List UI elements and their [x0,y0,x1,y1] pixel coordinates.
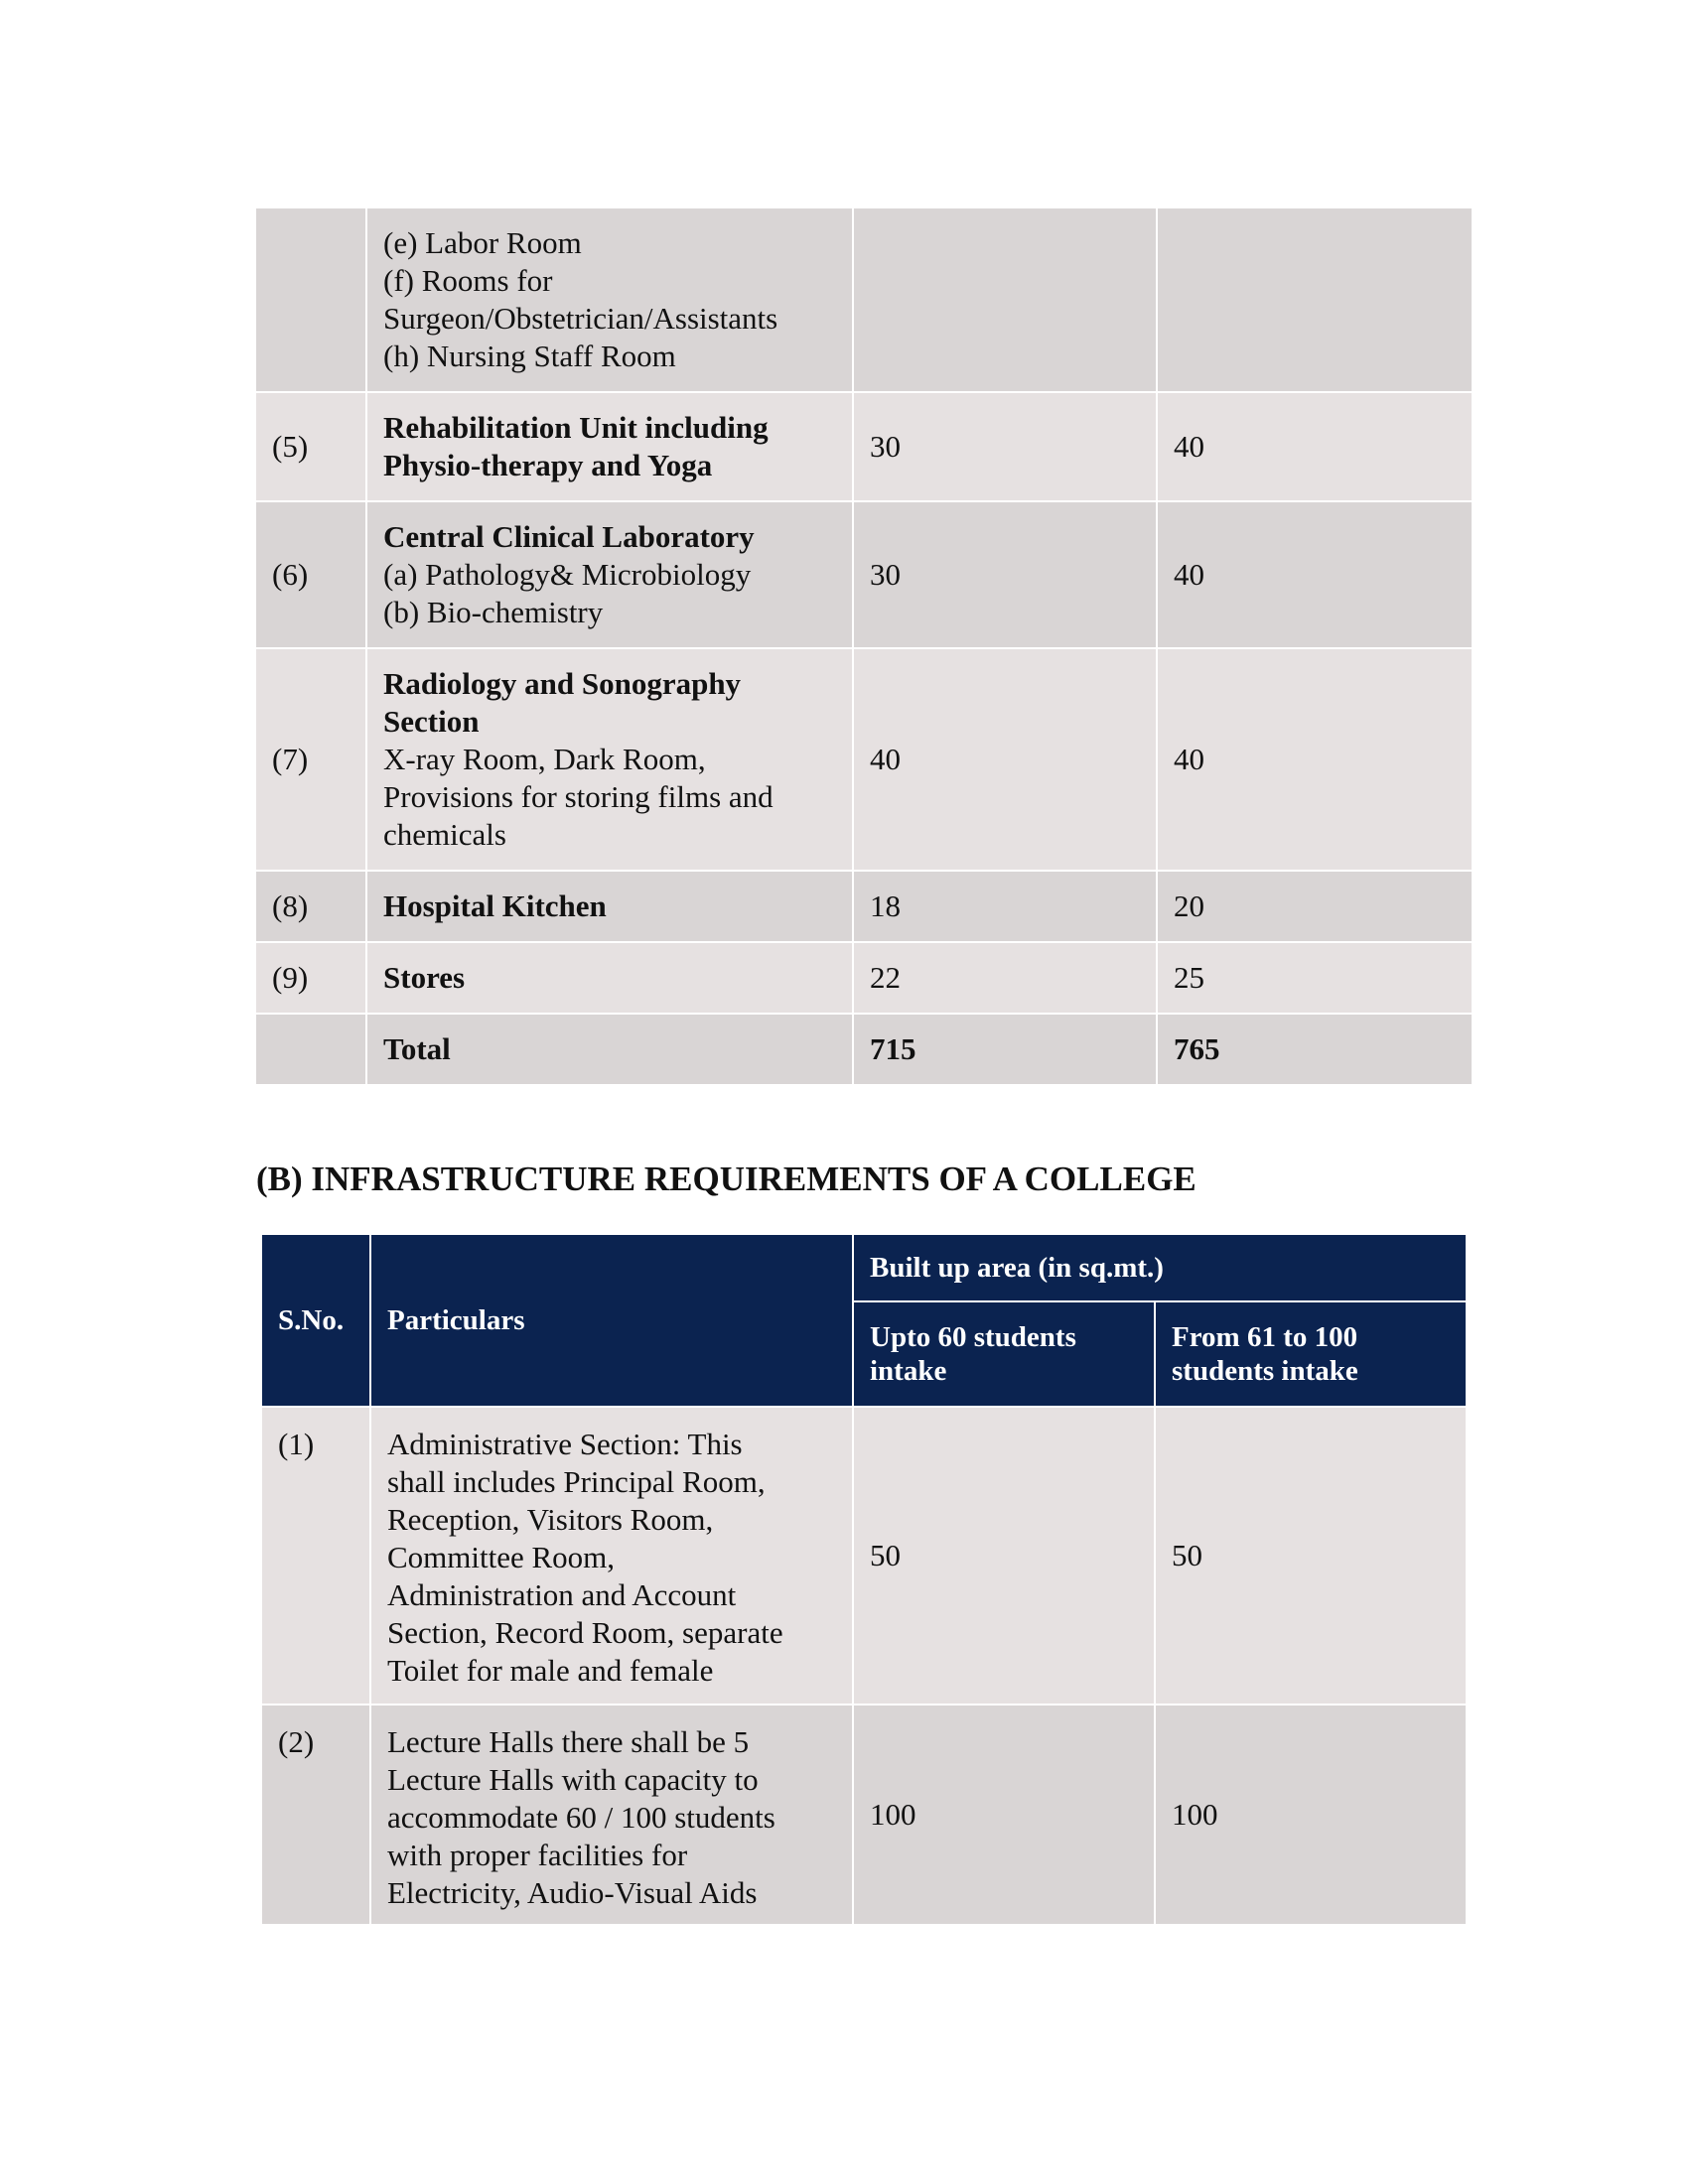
area-61-100-cell: 40 [1157,392,1473,501]
total-label: Total [366,1014,853,1085]
area-61-100-cell: 100 [1155,1705,1467,1925]
header-particulars: Particulars [370,1234,853,1407]
area-61-100-cell: 20 [1157,871,1473,942]
particulars-cell: Lecture Halls there shall be 5 Lecture Halls with capacity to accommodate 60 / 100 students with proper facilities for Electricity, Audio-Visual Aids [370,1705,853,1925]
particulars-cell: Hospital Kitchen [366,871,853,942]
table-row [255,942,1473,1014]
table-row [255,871,1473,942]
area-61-100-cell: 50 [1155,1407,1467,1705]
particulars-cell: Stores [366,942,853,1014]
particulars-cell: Central Clinical Laboratory (a) Pathology& Microbiology (b) Bio-chemistry [366,501,853,648]
particulars-cell: Rehabilitation Unit including Physio-therapy and Yoga [366,392,853,501]
header-upto-60: Upto 60 students intake [853,1301,1155,1407]
table-row [255,207,1473,392]
particulars-cell: Administrative Section: This shall includes Principal Room, Reception, Visitors Room, Committee Room, Administration and Account Section, Record Room, separate Toilet for male and female [370,1407,853,1705]
area-61-100-cell: 40 [1157,501,1473,648]
area-61-100-cell [1157,207,1473,392]
area-upto-60-cell: 100 [853,1705,1155,1925]
area-upto-60-cell [853,207,1157,392]
table-row [255,648,1473,871]
total-upto-60: 715 [853,1014,1157,1085]
area-61-100-cell: 40 [1157,648,1473,871]
header-61-100: From 61 to 100 students intake [1155,1301,1467,1407]
area-61-100-cell: 25 [1157,942,1473,1014]
sno-cell: (2) [261,1705,370,1925]
area-upto-60-cell: 30 [853,392,1157,501]
area-upto-60-cell: 30 [853,501,1157,648]
table-row [255,392,1473,501]
area-upto-60-cell: 22 [853,942,1157,1014]
sno-cell: (6) [255,501,366,648]
table-row [261,1705,1467,1925]
sno-cell: (9) [255,942,366,1014]
sno-cell: (1) [261,1407,370,1705]
section-heading: (B) INFRASTRUCTURE REQUIREMENTS OF A COLLEGE [256,1160,1196,1198]
table-row [255,501,1473,648]
particulars-cell: Radiology and Sonography Section X-ray Room, Dark Room, Provisions for storing films and chemicals [366,648,853,871]
total-row [255,1014,1473,1085]
sno-cell: (7) [255,648,366,871]
college-infrastructure-table [260,1233,1468,1926]
sno-cell: (5) [255,392,366,501]
header-built-up-area: Built up area (in sq.mt.) [853,1234,1467,1301]
area-upto-60-cell: 50 [853,1407,1155,1705]
table-row [261,1407,1467,1705]
sno-cell [255,1014,366,1085]
sno-cell: (8) [255,871,366,942]
sno-cell [255,207,366,392]
total-61-100: 765 [1157,1014,1473,1085]
area-upto-60-cell: 40 [853,648,1157,871]
hospital-area-table [254,206,1474,1086]
area-upto-60-cell: 18 [853,871,1157,942]
particulars-cell: (e) Labor Room (f) Rooms for Surgeon/Obstetrician/Assistants (h) Nursing Staff Room [366,207,853,392]
header-sno: S.No. [261,1234,370,1407]
